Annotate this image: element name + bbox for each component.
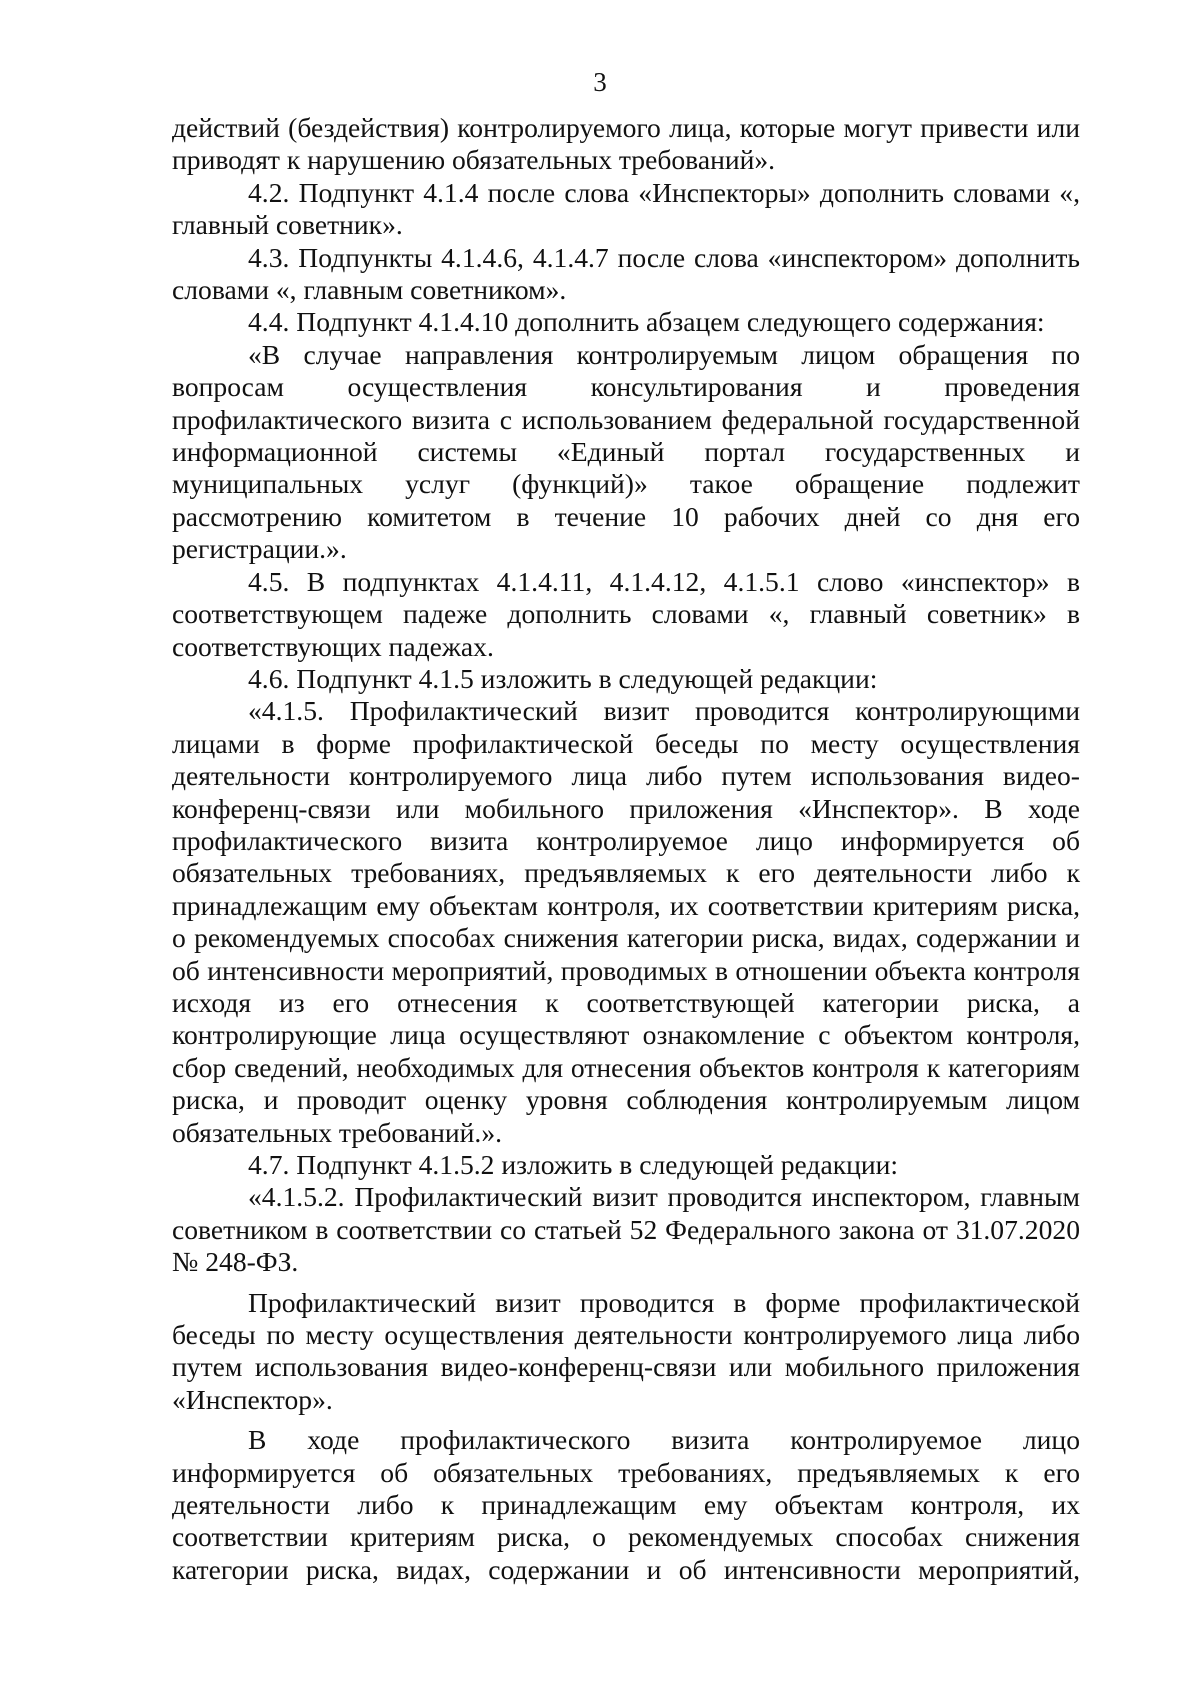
document-body [172,112,1080,1586]
paragraph: 4.3. Подпункты 4.1.4.6, 4.1.4.7 после слова «инспектором» дополнить словами «, главным советником». [172,241,1080,306]
quoted-paragraph: «4.1.5.2. Профилактический визит проводится инспектором, главным советником в соответствии со статьей 52 Федерального закона от 31.07.2020 № 248-ФЗ. [172,1181,1080,1278]
paragraph: 4.5. В подпунктах 4.1.4.11, 4.1.4.12, 4.1.5.1 слово «инспектор» в соответствующем падеже дополнить словами «, главный советник» в соответствующих падежах. [172,565,1080,662]
paragraph: действий (бездействия) контролируемого лица, которые могут привести или приводят к нарушению обязательных требований». [172,112,1080,176]
paragraph: 4.6. Подпункт 4.1.5 изложить в следующей редакции: [248,662,878,694]
paragraph-continued: В ходе профилактического визита контролируемое лицо информируется об обязательных требованиях, предъявляемых к его деятельности либо к принадлежащим ему объектам контроля, их соответствии критериям риска, о рекомендуемых способах снижения категории риска, видах, содержании и об интенсивности мероприятий, [172,1424,1080,1585]
paragraph: Профилактический визит проводится в форме профилактической беседы по месту осуществления деятельности контролируемого лица либо путем использования видео-конференц-связи или мобильного приложения «Инспектор». [172,1286,1080,1415]
paragraph: 4.4. Подпункт 4.1.4.10 дополнить абзацем следующего содержания: [248,306,1045,338]
quoted-paragraph: «В случае направления контролируемым лицом обращения по вопросам осуществления консультирования и проведения профилактического визита с использованием федеральной государственной информационной системы «Единый портал государственных и муниципальных услуг (функций)» такое обращение подлежит рассмотрению комитетом в течение 10 рабочих дней со дня его регистрации.». [172,338,1080,565]
paragraph: 4.2. Подпункт 4.1.4 после слова «Инспекторы» дополнить словами «, главный советник». [172,176,1080,241]
page-number: 3 [593,67,607,97]
quoted-paragraph: «4.1.5. Профилактический визит проводится контролирующими лицами в форме профилактической беседы по месту осуществления деятельности контролируемого лица либо путем использования видео-конференц-связи или мобильного приложения «Инспектор». В ходе профилактического визита контролируемое лицо информируется об обязательных требованиях, предъявляемых к его деятельности либо к принадлежащим ему объектам контроля, их соответствии критериям риска, о рекомендуемых способах снижения категории риска, видах, содержании и об интенсивности мероприятий, проводимых в отношении объекта контроля исходя из его отнесения к соответствующей категории риска, а контролирующие лица осуществляют ознакомление с объектом контроля, сбор сведений, необходимых для отнесения объектов контроля к категориям риска, и проводит оценку уровня соблюдения контролируемым лицом обязательных требований.». [172,695,1080,1148]
paragraph: 4.7. Подпункт 4.1.5.2 изложить в следующей редакции: [248,1149,899,1180]
